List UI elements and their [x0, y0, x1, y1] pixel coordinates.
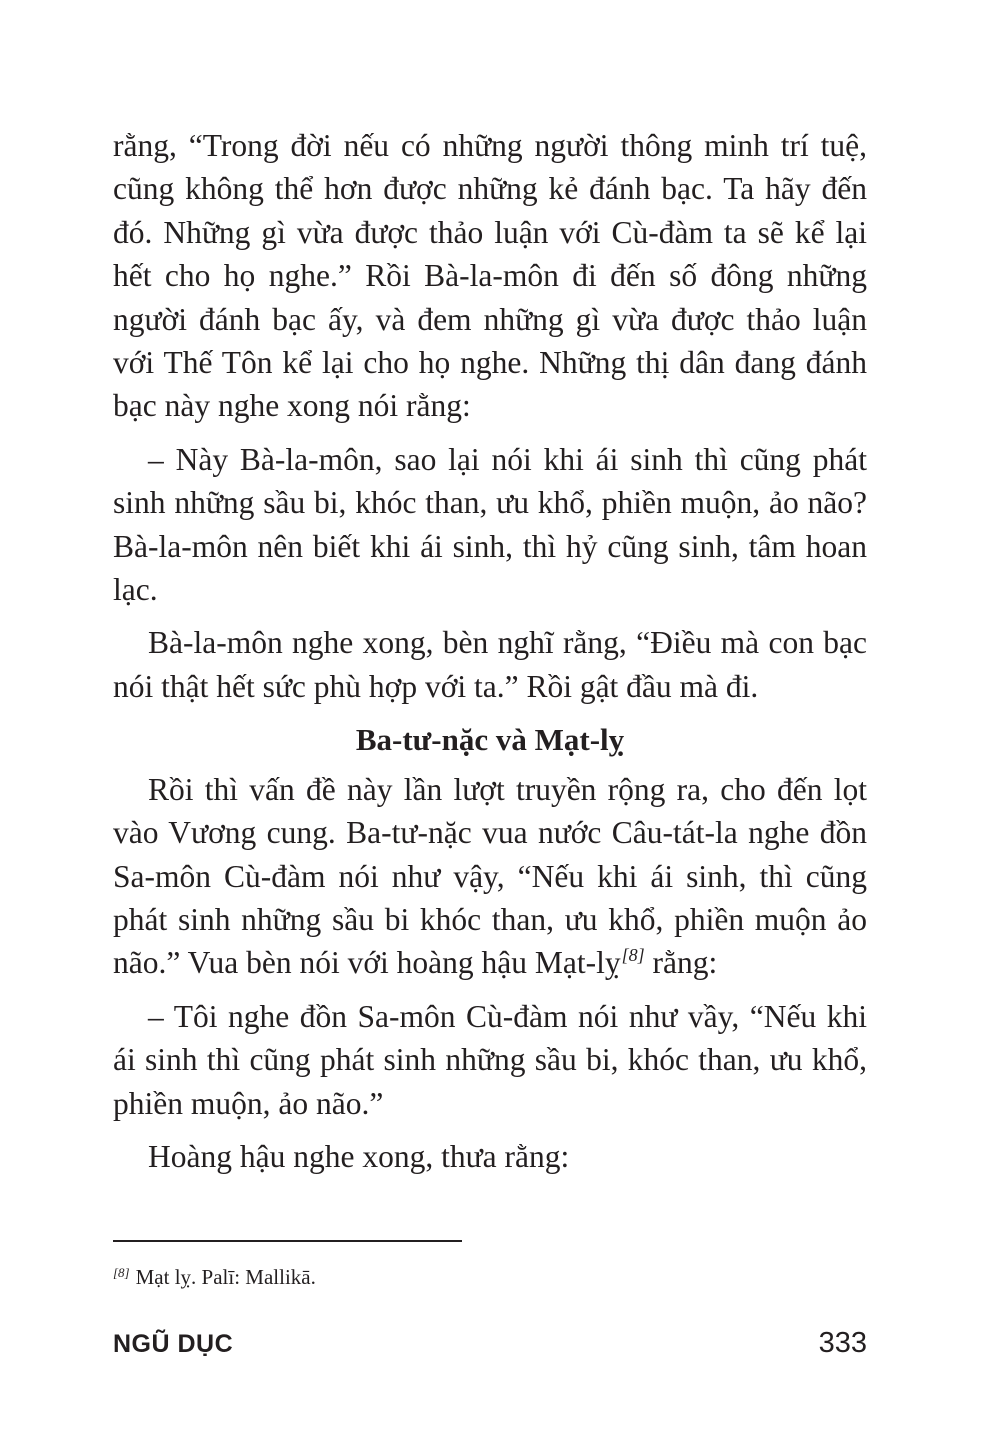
body-text	[113, 124, 867, 1188]
paragraph-3: Bà-la-môn nghe xong, bèn nghĩ rằng, “Điều mà con bạc nói thật hết sức phù hợp với ta.” Rồi gật đầu mà đi.	[113, 625, 867, 704]
section-heading: Ba-tư-nặc và Mạt-lỵ	[355, 722, 625, 758]
footnote-text: Mạt lỵ. Palī: Mallikā.	[135, 1265, 316, 1289]
paragraph-5: – Tôi nghe đồn Sa-môn Cù-đàm nói như vầy, “Nếu khi ái sinh thì cũng phát sinh những sầu bi, khóc than, ưu khổ, phiền muộn, ảo não.”	[113, 998, 867, 1121]
running-footer-title: NGŨ DỤC	[113, 1330, 234, 1358]
footnote	[113, 1259, 316, 1291]
page-number: 333	[818, 1327, 867, 1359]
paragraph-6: Hoàng hậu nghe xong, thưa rằng:	[148, 1138, 570, 1174]
paragraph-1: rằng, “Trong đời nếu có những người thông minh trí tuệ, cũng không thể hơn được những kẻ đánh bạc. Ta hãy đến đó. Những gì vừa được thảo luận với Cù-đàm ta sẽ kể lại hết cho họ nghe.” Rồi Bà-la-môn đi đến số đông những người đánh bạc ấy, và đem những gì vừa được thảo luận với Thế Tôn kể lại cho họ nghe. Những thị dân đang đánh bạc này nghe xong nói rằng:	[113, 128, 867, 424]
footnote-reference[interactable]: [8]	[621, 945, 645, 966]
footnote-marker: [8]	[113, 1265, 130, 1280]
paragraph-4	[113, 768, 867, 985]
footnote-divider	[113, 1240, 462, 1242]
paragraph-2: – Này Bà-la-môn, sao lại nói khi ái sinh thì cũng phát sinh những sầu bi, khóc than, ưu khổ, phiền muộn, ảo não? Bà-la-môn nên biết khi ái sinh, thì hỷ cũng sinh, tâm hoan lạc.	[113, 441, 867, 608]
paragraph-4-text: Rồi thì vấn đề này lần lượt truyền rộng ra, cho đến lọt vào Vương cung. Ba-tư-nặc vua nước Câu-tát-la nghe đồn Sa-môn Cù-đàm nói như vậy, “Nếu khi ái sinh, thì cũng phát sinh những sầu bi khóc than, ưu khổ, phiền muộn ảo não.” Vua bèn nói với hoàng hậu Mạt-lỵ	[113, 771, 867, 981]
paragraph-4-tail: rằng:	[644, 945, 718, 981]
